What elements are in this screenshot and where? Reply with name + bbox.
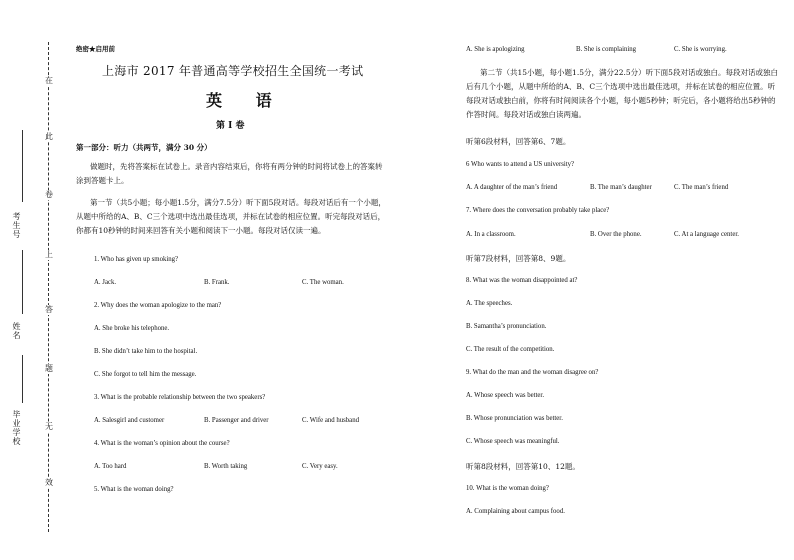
option-1b: B. Frank. <box>204 279 230 286</box>
option-7b: B. Over the phone. <box>590 231 642 238</box>
option-6c: C. The man’s friend <box>674 184 729 191</box>
margin-char: 题 <box>45 364 53 373</box>
margin-char: 无 <box>45 422 53 431</box>
option-1a: A. Jack. <box>94 279 117 286</box>
material-7-heading: 听第7段材料，回答第8、9题。 <box>466 254 571 263</box>
option-9a: A. Whose speech was better. <box>466 392 545 399</box>
option-5c: C. She is worrying. <box>674 46 727 53</box>
margin-char: 此 <box>45 132 53 141</box>
question-8: 8. What was the woman disappointed at? <box>466 277 578 284</box>
option-6a: A. A daughter of the man’s friend <box>466 184 558 191</box>
option-2b: B. She didn’t take him to the hospital. <box>94 348 198 355</box>
question-4: 4. What is the woman’s opinion about the course? <box>94 440 230 447</box>
margin-char: 效 <box>45 478 53 487</box>
name-line <box>22 250 23 314</box>
option-7c: C. At a language center. <box>674 231 739 238</box>
margin-char: 上 <box>45 250 53 259</box>
volume-title: 第 I 卷 <box>216 121 245 131</box>
school-line <box>22 355 23 403</box>
option-2c: C. She forgot to tell him the message. <box>94 371 197 378</box>
question-7: 7. Where does the conversation probably take place? <box>466 207 610 214</box>
question-9: 9. What do the man and the woman disagree on? <box>466 369 599 376</box>
option-1c: C. The woman. <box>302 279 344 286</box>
option-2a: A. She broke his telephone. <box>94 325 170 332</box>
option-10a: A. Complaining about campus food. <box>466 508 565 515</box>
option-4b: B. Worth taking <box>204 463 248 470</box>
option-3b: B. Passenger and driver <box>204 417 269 424</box>
option-4c: C. Very easy. <box>302 463 338 470</box>
option-3c: C. Wife and husband <box>302 417 359 424</box>
intro-paragraph: 做题时，先将答案标在试卷上。录音内容结束后，你将有两分钟的时间将试卷上的答案转涂到答题卡上。 <box>76 162 383 185</box>
option-6b: B. The man’s daughter <box>590 184 652 191</box>
binding-margin <box>0 0 72 560</box>
section2-instructions: 第二节（共15小题，每小题1.5分，满分22.5分）听下面5段对话或独白。每段对话或独白后有几个小题，从题中所给的A、B、C三个选项中选出最佳选项，并标在试卷的相应位置。听每段对话或独白前，你将有时间阅读各个小题，每小题5秒钟；听完后，各小题将给出5秒钟的作答时间。每段对话或独白读两遍。 <box>466 68 778 119</box>
question-5: 5. What is the woman doing? <box>94 486 174 493</box>
option-8a: A. The speeches. <box>466 300 513 307</box>
part-heading: 第一部分：听力（共两节，满分 30 分） <box>76 143 212 152</box>
question-10: 10. What is the woman doing? <box>466 485 549 492</box>
question-3: 3. What is the probable relationship between the two speakers? <box>94 394 266 401</box>
question-1: 1. Who has given up smoking? <box>94 256 179 263</box>
option-3a: A. Salesgirl and customer <box>94 417 165 424</box>
option-9b: B. Whose pronunciation was better. <box>466 415 563 422</box>
margin-char: 在 <box>45 76 53 85</box>
option-7a: A. In a classroom. <box>466 231 516 238</box>
confidential-mark: 绝密★启用前 <box>76 45 115 53</box>
margin-char: 卷 <box>45 190 53 199</box>
cut-line <box>48 42 49 532</box>
option-5a: A. She is apologizing <box>466 46 525 53</box>
option-8c: C. The result of the competition. <box>466 346 555 353</box>
option-4a: A. Too hard <box>94 463 127 470</box>
section1-instructions: 第一节（共5小题；每小题1.5分，满分7.5分）听下面5段对话。每段对话后有一个小题，从题中所给的A、B、C三个选项中选出最佳选项，并标在试卷的相应位置。听完每段对话后，你都有10秒钟的时间来回答有关小题和阅读下一小题。每段对话仅读一遍。 <box>76 198 386 235</box>
material-6-heading: 听第6段材料，回答第6、7题。 <box>466 137 571 146</box>
question-6: 6 Who wants to attend a US university? <box>466 161 575 168</box>
subject-title: 英 语 <box>206 91 286 110</box>
exam-number-line <box>22 130 23 202</box>
option-9c: C. Whose speech was meaningful. <box>466 438 560 445</box>
label-name: 姓名 <box>12 322 21 340</box>
label-school: 毕业学校 <box>12 410 21 446</box>
exam-title: 上海市 2017 年普通高等学校招生全国统一考试 <box>102 64 364 78</box>
question-2: 2. Why does the woman apologize to the man? <box>94 302 222 309</box>
option-5b: B. She is complaining <box>576 46 637 53</box>
option-8b: B. Samantha’s pronunciation. <box>466 323 547 330</box>
material-8-heading: 听第8段材料，回答第10、12题。 <box>466 462 580 471</box>
margin-char: 答 <box>45 305 53 314</box>
label-exam-number: 考生号 <box>12 212 21 239</box>
